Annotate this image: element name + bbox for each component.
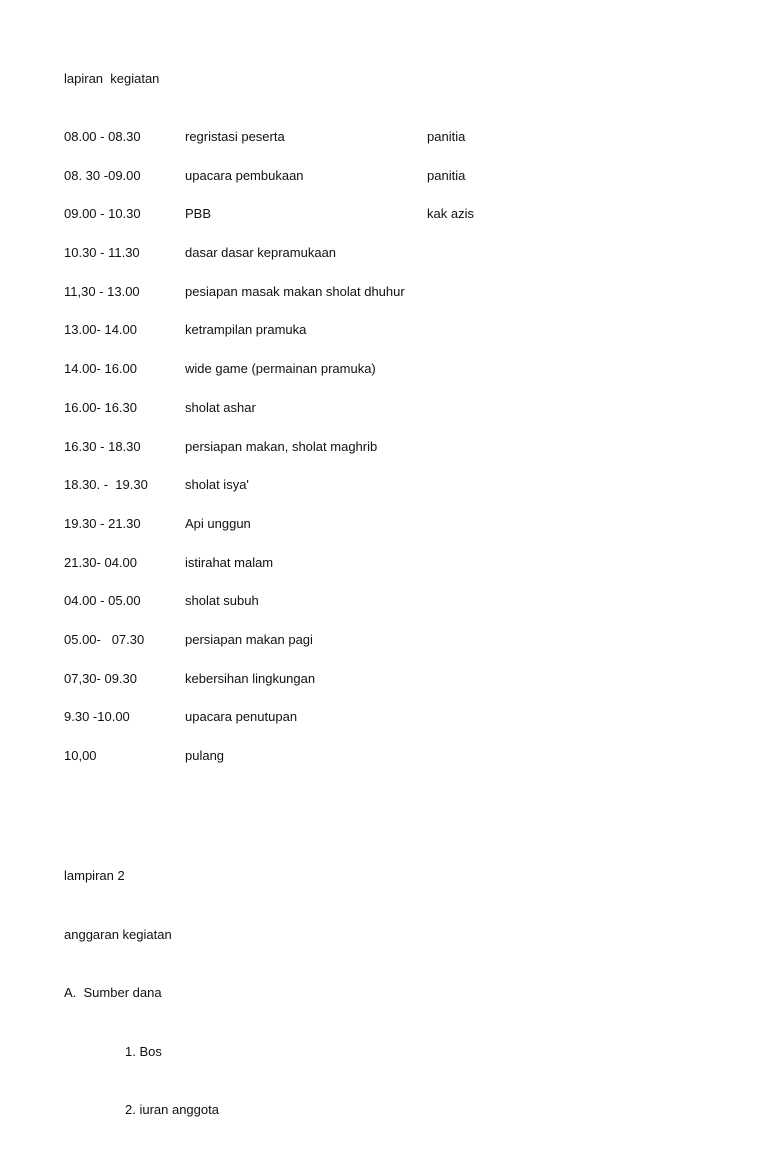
schedule-activity: sholat isya' <box>185 477 249 493</box>
schedule-row <box>64 129 704 168</box>
schedule-time: 07,30- 09.30 <box>64 670 138 686</box>
schedule-person-in-charge: panitia <box>427 167 466 183</box>
schedule-time: 18.30. - 19.30 <box>64 477 148 493</box>
schedule-time: 10.30 - 11.30 <box>64 245 140 261</box>
schedule-row <box>64 400 704 439</box>
schedule-table <box>64 129 704 787</box>
appendix-section <box>64 827 219 1159</box>
schedule-activity: istirahat malam <box>185 554 274 570</box>
schedule-activity: sholat subuh <box>185 593 259 609</box>
schedule-time: 08.00 - 08.30 <box>64 129 141 144</box>
schedule-activity: pesiapan masak makan sholat dhuhur <box>185 283 405 299</box>
schedule-row <box>64 322 704 361</box>
schedule-row <box>64 361 704 400</box>
schedule-activity: wide game (permainan pramuka) <box>185 361 376 377</box>
schedule-time: 16.00- 16.30 <box>64 399 138 415</box>
schedule-activity: PBB <box>185 206 212 222</box>
schedule-activity: upacara penutupan <box>185 709 298 725</box>
schedule-row <box>64 555 704 594</box>
schedule-time: 05.00- 07.30 <box>64 631 145 647</box>
schedule-activity: upacara pembukaan <box>185 167 304 183</box>
schedule-row <box>64 671 704 710</box>
schedule-row <box>64 206 704 245</box>
funding-source-item: 1. Bos <box>125 1043 162 1059</box>
funding-source-item: 2. iuran anggota <box>125 1102 219 1117</box>
schedule-time: 19.30 - 21.30 <box>64 515 141 531</box>
schedule-activity: sholat ashar <box>185 399 256 415</box>
appendix-title: lampiran 2 <box>64 868 125 883</box>
schedule-person-in-charge: panitia <box>427 129 466 144</box>
schedule-time: 9.30 -10.00 <box>64 709 130 725</box>
schedule-row <box>64 632 704 671</box>
schedule-row <box>64 168 704 207</box>
schedule-activity: dasar dasar kepramukaan <box>185 245 337 261</box>
schedule-activity: kebersihan lingkungan <box>185 670 316 686</box>
schedule-activity: pulang <box>185 748 225 763</box>
schedule-row <box>64 284 704 323</box>
schedule-time: 13.00- 14.00 <box>64 322 138 338</box>
document-heading: lapiran kegiatan <box>64 71 160 86</box>
schedule-time: 16.30 - 18.30 <box>64 438 141 454</box>
schedule-activity: persiapan makan pagi <box>185 631 313 647</box>
schedule-time: 04.00 - 05.00 <box>64 593 141 609</box>
schedule-time: 08. 30 -09.00 <box>64 167 141 183</box>
schedule-time: 11,30 - 13.00 <box>64 283 140 299</box>
schedule-activity: ketrampilan pramuka <box>185 322 307 338</box>
schedule-activity: persiapan makan, sholat maghrib <box>185 438 378 454</box>
schedule-time: 09.00 - 10.30 <box>64 206 141 222</box>
schedule-row <box>64 516 704 555</box>
schedule-activity: regristasi peserta <box>185 129 285 144</box>
schedule-person-in-charge: kak azis <box>427 206 474 222</box>
funding-source-heading: A. Sumber dana <box>64 985 162 1000</box>
appendix-subtitle: anggaran kegiatan <box>64 926 172 942</box>
schedule-row <box>64 593 704 632</box>
schedule-row <box>64 245 704 284</box>
schedule-time: 10,00 <box>64 748 97 763</box>
schedule-time: 21.30- 04.00 <box>64 554 138 570</box>
schedule-activity: Api unggun <box>185 515 251 531</box>
schedule-row <box>64 477 704 516</box>
schedule-row <box>64 439 704 478</box>
schedule-row <box>64 748 704 787</box>
schedule-time: 14.00- 16.00 <box>64 361 138 377</box>
schedule-row <box>64 709 704 748</box>
